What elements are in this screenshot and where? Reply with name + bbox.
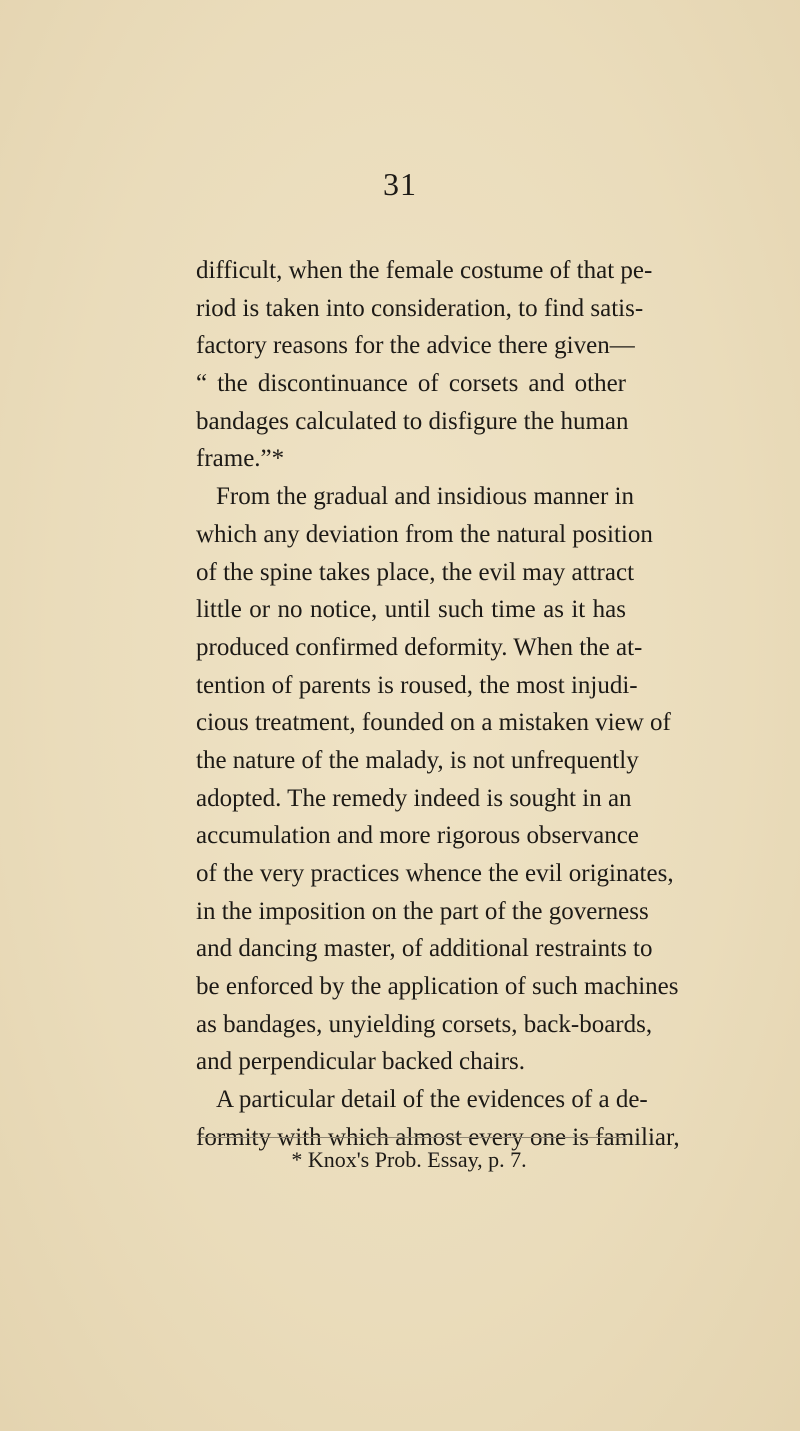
- text-line: bandages calculated to disfigure the human: [196, 407, 629, 435]
- text-line: of the very practices whence the evil originates,: [196, 860, 674, 887]
- text-line: riod is taken into consideration, to find satis-: [196, 294, 644, 322]
- text-line: in the imposition on the part of the governess: [196, 897, 649, 925]
- text-line: frame.”*: [196, 445, 285, 473]
- text-line: tention of parents is roused, the most injudi-: [196, 671, 638, 699]
- text-line: as bandages, unyielding corsets, back-boards,: [196, 1010, 653, 1038]
- text-line: “ the discontinuance of corsets and other: [196, 370, 626, 398]
- text-line: formity with which almost every one is familiar,: [196, 1123, 680, 1151]
- text-line: be enforced by the application of such machines: [196, 973, 679, 1001]
- text-line: and perpendicular backed chairs.: [196, 1048, 526, 1076]
- text-line: little or no notice, until such time as it has: [196, 596, 626, 624]
- text-line: of the spine takes place, the evil may attract: [196, 558, 635, 586]
- page-number: 31: [383, 166, 417, 202]
- text-line: accumulation and more rigorous observance: [196, 822, 639, 850]
- text-line: difficult, when the female costume of that pe-: [196, 257, 653, 284]
- footnote-divider: [200, 1137, 625, 1138]
- text-line: From the gradual and insidious manner in: [216, 483, 634, 511]
- text-line: adopted. The remedy indeed is sought in an: [196, 784, 632, 812]
- footnote: * Knox's Prob. Essay, p. 7.: [291, 1147, 527, 1172]
- text-line: which any deviation from the natural position: [196, 520, 653, 548]
- text-line: factory reasons for the advice there given—: [196, 332, 635, 360]
- body-text: [196, 252, 680, 1157]
- text-line: the nature of the malady, is not unfrequently: [196, 746, 639, 774]
- text-line: cious treatment, founded on a mistaken view of: [196, 709, 671, 737]
- text-line: produced confirmed deformity. When the at-: [196, 633, 643, 661]
- text-line: A particular detail of the evidences of a de-: [216, 1086, 648, 1114]
- text-line: and dancing master, of additional restraints to: [196, 935, 653, 963]
